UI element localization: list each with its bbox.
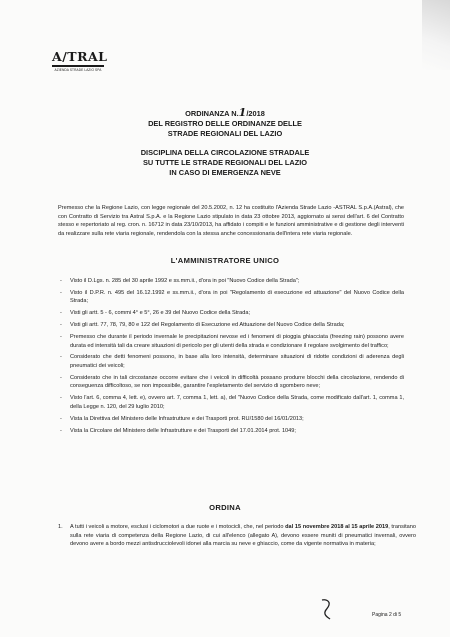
astral-logo	[52, 49, 108, 72]
subject-title	[0, 148, 450, 178]
registro-line-1: DEL REGISTRO DELLE ORDINANZE DELLE	[148, 119, 302, 128]
page-number: Pagina 2 di 5	[372, 612, 402, 618]
visti-list	[58, 277, 404, 438]
list-item: - Considerato che in tali circostanze occorre evitare che i veicoli in difficoltà possano produrre blocchi della circolazione, rendendo di conseguenza difficoltoso, se non impossibile, garantire l'espletamento del servizio di sgombero neve;	[58, 374, 404, 391]
registro-line-2: STRADE REGIONALI DEL LAZIO	[167, 129, 283, 138]
logo-name: A/TRAL	[52, 49, 108, 64]
ordina-text-after: , transitano sulla rete viaria di competenza della Regione Lazio, di cui all'elenco (allegato A), devono essere muniti di pneumatici invernali, ovvero devono avere a bordo mezzi antisdrucciolevoli idonei alla marcia su neve e ghiaccio, come da vigente normativa in materia;	[70, 524, 416, 547]
ordina-item	[58, 523, 416, 549]
list-item: - Considerato che detti fenomeni possono, in base alla loro intensità, determinare situazioni di ridotte condizioni di aderenza degli pneumatici dei veicoli;	[58, 353, 404, 370]
scan-edge-shadow	[422, 0, 450, 70]
ordinanza-suffix: /2018	[246, 109, 265, 118]
list-item: - Vista la Direttiva del Ministero delle Infrastrutture e dei Trasporti prot. RU/1580 del 16/01/2013;	[58, 415, 404, 424]
ordinanza-number-line	[0, 108, 450, 119]
ordina-text-before: A tutti i veicoli a motore, esclusi i ciclomotori a due ruote e i motocicli, che, nel periodo	[70, 524, 286, 530]
logo-tagline: AZIENDA STRADE LAZIO SPA	[54, 67, 102, 72]
ordina-text-bold: dal 15 novembre 2018 al 15 aprile 2019	[285, 524, 389, 530]
premise-paragraph: Premesso che la Regione Lazio, con legge regionale del 20.5.2002, n. 12 ha costituito l'Azienda Strade Lazio -ASTRAL S.p.A.(Astral), che con Contratto di Servizio tra Astral S.p.A. e la Regione Lazio stipulato in data 23 ottobre 2013, aggiornato ai sensi dell'art. 6 del Contratto stesso e repertoriato al reg. cron. n. 16712 in data 23/10/2013, ha affidato i compiti e le funzioni amministrative e di gestione degli interventi da realizzare sulla rete viaria regionale, rendendola con la stessa anche concessionaria dell'intera rete viaria regionale.	[58, 205, 404, 237]
list-item: - Visto l'art. 6, comma 4, lett. e), ovvero art. 7, comma 1, lett. a), del "Nuovo Codice della Strada, come modificato dall'art. 1, comma 1, della Legge n. 120, del 29 luglio 2010;	[58, 394, 404, 411]
list-item: - Visti gli artt. 5 - 6, commi 4° e 5°, 26 e 39 del Nuovo Codice della Strada;	[58, 309, 404, 318]
amministratore-heading: L'AMMINISTRATORE UNICO	[170, 256, 280, 265]
subject-line-1: DISCIPLINA DELLA CIRCOLAZIONE STRADALE	[140, 148, 310, 157]
list-item: - Visto il D.Lgs. n. 285 del 30 aprile 1992 e ss.mm.ii., d'ora in poi "Nuovo Codice della Strada";	[58, 277, 404, 286]
ordina-item-number: 1.	[58, 524, 63, 530]
list-item: - Visto il D.P.R. n. 495 del 16.12.1992 e ss.mm.ii., d'ora in poi "Regolamento di esecuzione ed attuazione" del Nuovo Codice della Strada;	[58, 289, 404, 306]
logo-divider	[52, 65, 104, 67]
list-item: - Premesso che durante il periodo invernale le precipitazioni nevose ed i fenomeni di pioggia ghiacciata (freezing rain) possono avere durata ed intensità tali da creare situazioni di pericolo per gli utenti della strada e condizionare il regolare svolgimento del traffico;	[58, 333, 404, 350]
signature-mark	[318, 598, 334, 620]
ordinanza-prefix: ORDINANZA N.	[185, 109, 239, 118]
list-item: - Visti gli artt. 77, 78, 79, 80 e 122 del Regolamento di Esecuzione ed Attuazione del Nuovo Codice della Strada;	[58, 321, 404, 330]
list-item: - Vista la Circolare del Ministero delle Infrastrutture e dei Trasporti del 17.01.2014 prot. 1049;	[58, 427, 404, 436]
ordinanza-title	[0, 108, 450, 139]
ordinanza-number: 1	[238, 106, 247, 119]
subject-line-3: IN CASO DI EMERGENZA NEVE	[169, 168, 281, 177]
ordina-heading: ORDINA	[209, 503, 241, 512]
subject-line-2: SU TUTTE LE STRADE REGIONALI DEL LAZIO	[142, 158, 308, 167]
